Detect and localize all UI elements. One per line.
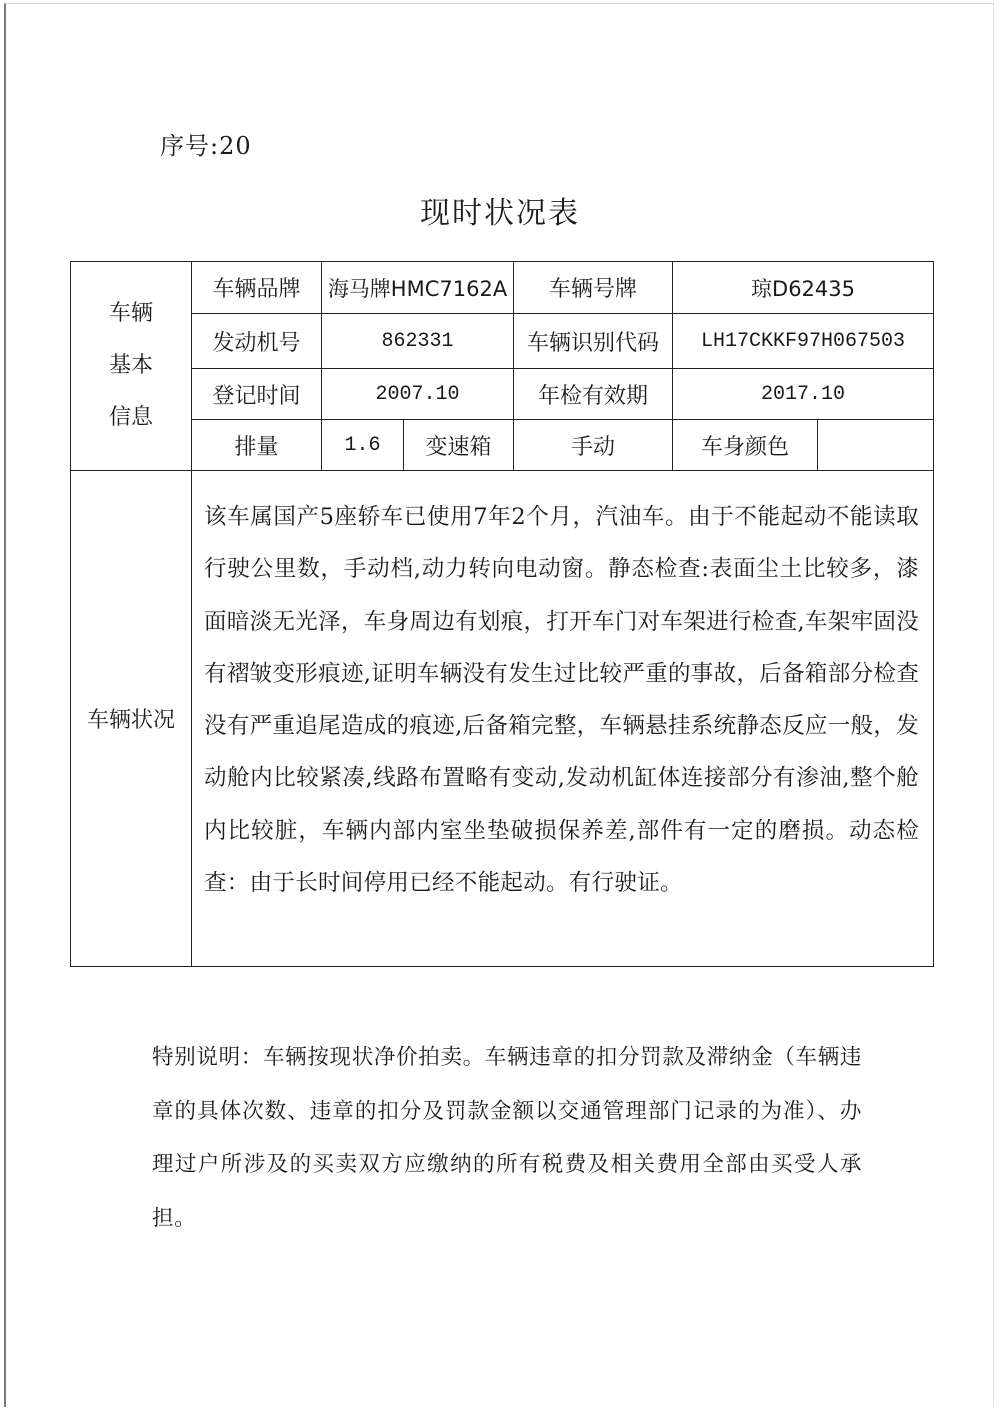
serial-number: 序号:20 (160, 132, 252, 160)
registration-value: 2007.10 (322, 369, 514, 420)
gearbox-label: 变速箱 (404, 420, 514, 471)
engine-label: 发动机号 (192, 314, 322, 369)
basic-info-section-label: 车辆 基本 信息 (71, 262, 192, 471)
page-title: 现时状况表 (420, 196, 580, 231)
inspection-label: 年检有效期 (514, 369, 673, 420)
brand-label: 车辆品牌 (192, 262, 322, 314)
condition-label: 车辆状况 (71, 471, 192, 967)
brand-value: 海马牌HMC7162A (322, 262, 514, 314)
vin-label: 车辆识别代码 (514, 314, 673, 369)
inspection-value: 2017.10 (673, 369, 934, 420)
vehicle-info-table (70, 261, 934, 967)
special-note: 特别说明：车辆按现状净价拍卖。车辆违章的扣分罚款及滞纳金（车辆违章的具体次数、违章的扣分及罚款金额以交通管理部门记录的为准）、办理过户所涉及的买卖双方应缴纳的所有税费及相关费用全部由买受人承担。 (152, 1045, 862, 1231)
vin-value: LH17CKKF97H067503 (673, 314, 934, 369)
condition-description: 该车属国产5座轿车已使用7年2个月，汽油车。由于不能起动不能读取行驶公里数，手动档,动力转向电动窗。静态检查:表面尘土比较多，漆面暗淡无光泽，车身周边有划痕，打开车门对车架进行检查,车架牢固没有褶皱变形痕迹,证明车辆没有发生过比较严重的事故，后备箱部分检查没有严重追尾造成的痕迹,后备箱完整，车辆悬挂系统静态反应一般，发动舱内比较紧凑,线路布置略有变动,发动机缸体连接部分有渗油,整个舱内比较脏，车辆内部内室坐垫破损保养差,部件有一定的磨损。动态检查：由于长时间停用已经不能起动。有行驶证。 (192, 471, 934, 967)
body-color-value (818, 420, 934, 471)
plate-value: 琼D62435 (673, 262, 934, 314)
body-color-label: 车身颜色 (673, 420, 818, 471)
displacement-value: 1.6 (322, 420, 404, 471)
gearbox-value: 手动 (514, 420, 673, 471)
registration-label: 登记时间 (192, 369, 322, 420)
engine-value: 862331 (322, 314, 514, 369)
plate-label: 车辆号牌 (514, 262, 673, 314)
displacement-label: 排量 (192, 420, 322, 471)
